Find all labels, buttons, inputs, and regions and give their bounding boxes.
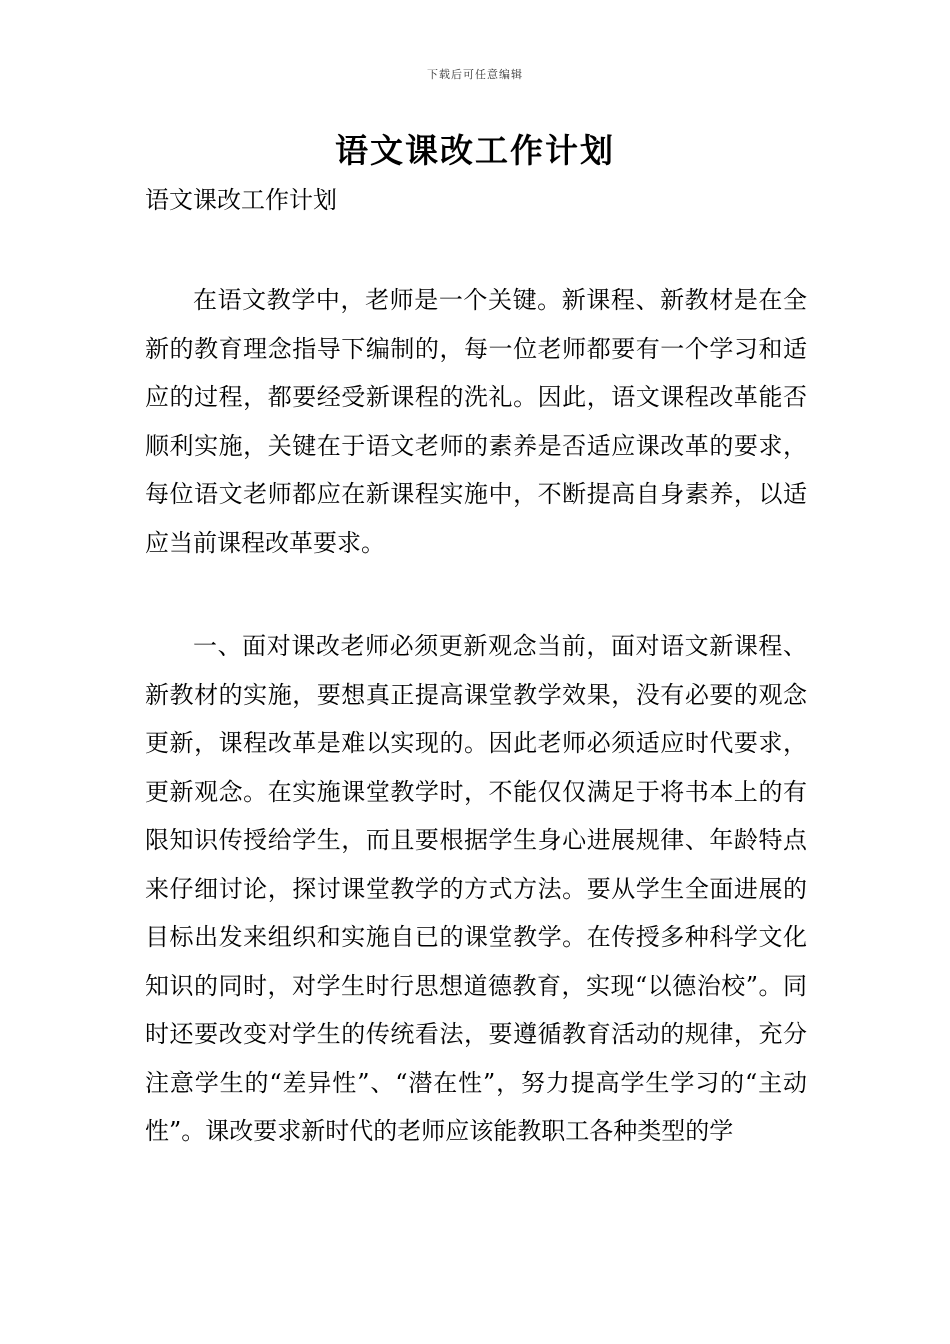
header-note: 下载后可任意编辑 [427, 68, 523, 81]
paragraph: 在语文教学中，老师是一个关键。新课程、新教材是在全新的教育理念指导下编制的，每一位老师都要有一个学习和适应的过程，都要经受新课程的洗礼。因此，语文课程改革能否顺利实施，关键在于语文老师的素养是否适应课改革的要求，每位语文老师都应在新课程实施中，不断提高自身素养，以适应当前课程改革要求。 [145, 286, 807, 557]
document-title: 语文课改工作计划 [335, 131, 615, 170]
document-subtitle: 语文课改工作计划 [145, 186, 337, 214]
paragraph: 一、面对课改老师必须更新观念当前，面对语文新课程、新教材的实施，要想真正提高课堂教学效果，没有必要的观念更新，课程改革是难以实现的。因此老师必须适应时代要求，更新观念。在实施课堂教学时，不能仅仅满足于将书本上的有限知识传授给学生，而且要根据学生身心进展规律、年龄特点来仔细讨论，探讨课堂教学的方式方法。要从学生全面进展的目标出发来组织和实施自已的课堂教学。在传授多种科学文化知识的同时，对学生时行思想道德教育，实现“以德治校”。同时还要改变对学生的传统看法，要遵循教育活动的规律，充分注意学生的“差异性”、“潜在性”，努力提高学生学习的“主动性”。课改要求新时代的老师应该能教职工各种类型的学 [145, 632, 807, 1145]
